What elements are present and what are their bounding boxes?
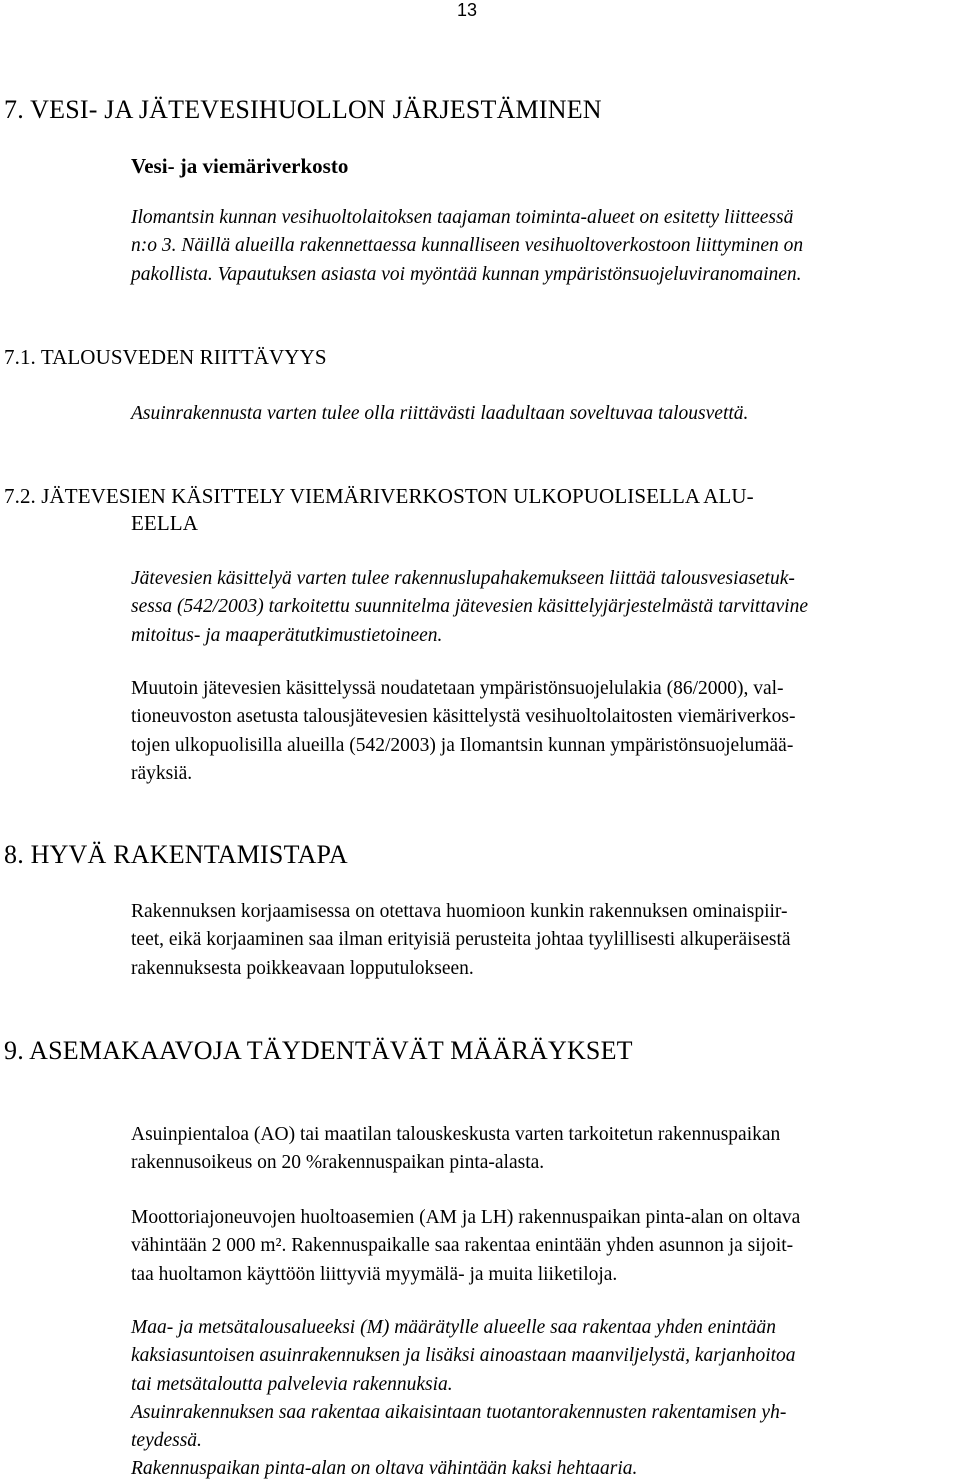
text-line: mitoitus- ja maaperätutkimustietoineen. bbox=[131, 624, 443, 646]
page-number: 13 bbox=[457, 0, 478, 20]
text-line: sessa (542/2003) tarkoitettu suunnitelma jätevesien käsittelyjärjestelmästä tarvittavine bbox=[131, 596, 808, 618]
text-line: kaksiasuntoisen asuinrakennuksen ja lisäksi ainoastaan maanviljelystä, karjanhoitoa bbox=[131, 1345, 796, 1367]
section-7-1-paragraph bbox=[131, 400, 748, 428]
section-7-subheading: Vesi- ja viemäriverkosto bbox=[131, 154, 349, 178]
text-line: teydessä. bbox=[131, 1430, 202, 1452]
text-line: Muutoin jätevesien käsittelyssä noudatetaan ympäristönsuojelulakia (86/2000), val- bbox=[131, 678, 784, 699]
text-line: Asuinrakennusta varten tulee olla riittävästi laadultaan soveltuvaa talousvettä. bbox=[131, 403, 749, 424]
text-line: n:o 3. Näillä alueilla rakennettaessa kunnalliseen vesihuoltoverkostoon liittyminen on bbox=[131, 235, 804, 257]
section-8-heading: 8. HYVÄ RAKENTAMISTAPA bbox=[4, 840, 348, 869]
text-line: vähintään 2 000 m². Rakennuspaikalle saa rakentaa enintään yhden asunnon ja sijoit- bbox=[131, 1235, 794, 1257]
text-line: Maa- ja metsätalousalueeksi (M) määrätylle alueelle saa rakentaa yhden enintään bbox=[131, 1317, 776, 1338]
text-line: räyksiä. bbox=[131, 762, 193, 784]
section-9-paragraph-2 bbox=[131, 1204, 800, 1289]
section-8-paragraph bbox=[131, 898, 791, 983]
text-line: tai metsätaloutta palvelevia rakennuksia. bbox=[131, 1373, 453, 1395]
section-7-1-heading: 7.1. TALOUSVEDEN RIITTÄVYYS bbox=[4, 345, 327, 369]
section-7-2-paragraph-1 bbox=[131, 565, 808, 650]
text-line: rakennuksesta poikkeavaan lopputulokseen. bbox=[131, 957, 474, 979]
text-line: Asuinpientaloa (AO) tai maatilan talouskeskusta varten tarkoitetun rakennuspaikan bbox=[131, 1124, 781, 1145]
section-7-heading: 7. VESI- JA JÄTEVESIHUOLLON JÄRJESTÄMINEN bbox=[4, 95, 602, 124]
text-line: taa huoltamon käyttöön liittyviä myymälä- ja muita liiketiloja. bbox=[131, 1263, 618, 1285]
section-7-paragraph bbox=[131, 204, 803, 289]
section-9-heading: 9. ASEMAKAAVOJA TÄYDENTÄVÄT MÄÄRÄYKSET bbox=[4, 1036, 633, 1065]
text-line: rakennusoikeus on 20 %rakennuspaikan pinta-alasta. bbox=[131, 1152, 545, 1174]
text-line: teet, eikä korjaaminen saa ilman erityisiä perusteita johtaa tyylillisesti alkuperäisestä bbox=[131, 929, 791, 951]
text-line: Moottoriajoneuvojen huoltoasemien (AM ja LH) rakennuspaikan pinta-alan on oltava bbox=[131, 1207, 801, 1228]
text-line: Rakennuspaikan pinta-alan on oltava vähintään kaksi hehtaaria. bbox=[131, 1458, 638, 1480]
text-line: Jätevesien käsittelyä varten tulee rakennuslupahakemukseen liittää talousvesiasetuk- bbox=[131, 568, 795, 589]
section-7-2-heading: 7.2. JÄTEVESIEN KÄSITTELY VIEMÄRIVERKOSTON ULKOPUOLISELLA ALU- bbox=[4, 484, 754, 508]
section-7-2-heading-cont: EELLA bbox=[131, 511, 198, 535]
section-7-2-paragraph-2 bbox=[131, 675, 795, 788]
text-line: Ilomantsin kunnan vesihuoltolaitoksen taajaman toiminta-alueet on esitetty liitteessä bbox=[131, 207, 794, 228]
text-line: Asuinrakennuksen saa rakentaa aikaisintaan tuotantorakennusten rakentamisen yh- bbox=[131, 1401, 787, 1423]
text-line: tojen ulkopuolisilla alueilla (542/2003) ja Ilomantsin kunnan ympäristönsuojelumää- bbox=[131, 734, 794, 756]
section-9-paragraph-3 bbox=[131, 1314, 796, 1484]
text-line: Rakennuksen korjaamisessa on otettava huomioon kunkin rakennuksen ominaispiir- bbox=[131, 901, 788, 922]
text-line: pakollista. Vapautuksen asiasta voi myöntää kunnan ympäristönsuojeluviranomainen. bbox=[131, 263, 802, 285]
section-9-paragraph-1 bbox=[131, 1121, 780, 1178]
text-line: tioneuvoston asetusta talousjätevesien käsittelystä vesihuoltolaitosten viemäriverkos- bbox=[131, 706, 796, 728]
